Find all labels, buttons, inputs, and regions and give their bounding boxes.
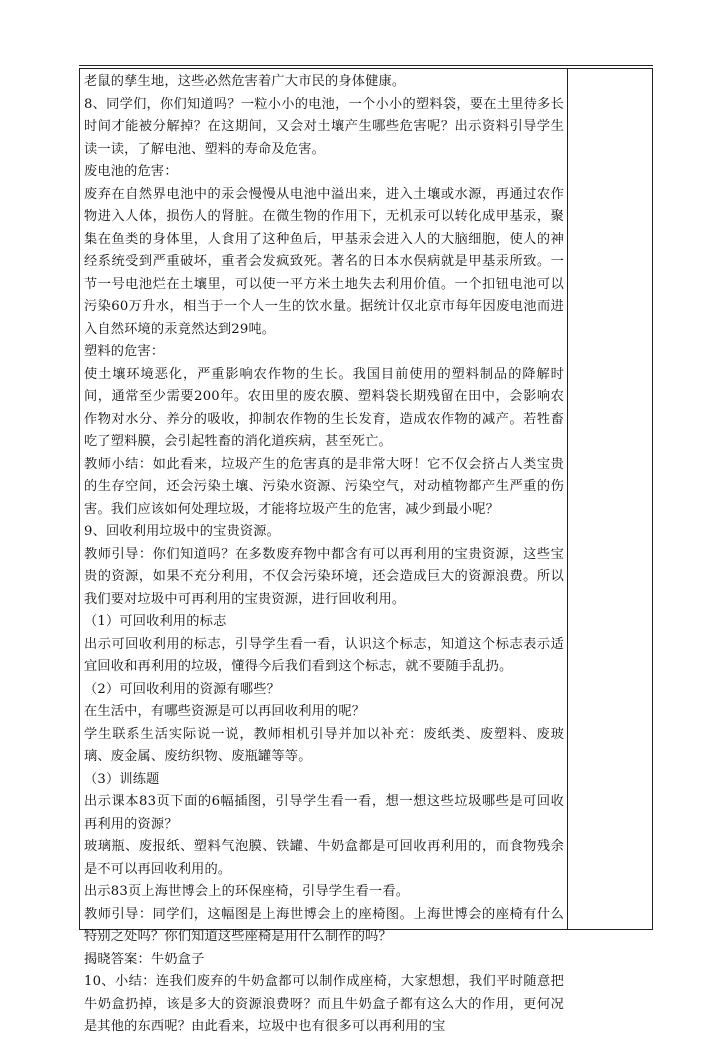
paragraph: 出示课本83页下面的6幅插图，引导学生看一看，想一想这些垃圾哪些是可回收再利用的资源？ [84,794,564,832]
paragraph: 玻璃瓶、废报纸、塑料气泡膜、铁罐、牛奶盒都是可回收再利用的，而食物残余是不可以再回收利用的。 [84,839,564,877]
paragraph: 9、回收利用垃圾中的宝贵资源。 [84,524,281,539]
paragraph: （2）可回收利用的资源有哪些？ [84,681,281,697]
paragraph: 出示83页上海世博会上的环保座椅，引导学生看一看。 [84,884,410,899]
paragraph: 学生联系生活实际说一说，教师相机引导并加以补充：废纸类、废塑料、废玻璃、废金属、废纺织物、废瓶罐等等。 [84,726,564,764]
header-rule [79,65,653,66]
paragraph: 8、同学们，你们知道吗？一粒小小的电池，一个小小的塑料袋，要在土里待多长时间才能被分解掉？在这期间，又会对土壤产生哪些危害呢？出示资料引导学生读一读，了解电池、塑料的寿命及危害。 [84,96,564,157]
paragraph: （1）可回收利用的标志 [84,614,227,629]
paragraph: 10、小结：连我们废弃的牛奶盒都可以制作成座椅，大家想想，我们平时随意把牛奶盒扔掉，该是多大的资源浪费呀？而且牛奶盒子都有这么大的作用，更何况是其他的东西呢？由此看来，垃圾中也有很多可以再利用的宝 [84,974,564,1034]
paragraph: 揭晓答案：牛奶盒子 [84,951,205,967]
lesson-table [79,68,653,1034]
notes-column-divider [567,69,568,929]
paragraph: （3）训练题 [84,771,160,787]
paragraph: 塑料的危害： [84,344,165,359]
paragraph: 废弃在自然界电池中的汞会慢慢从电池中溢出来，进入土壤或水源，再通过农作物进入人体，损伤人的肾脏。在微生物的作用下，无机汞可以转化成甲基汞，聚集在鱼类的身体里，人食用了这种鱼后，甲基汞会进入人的大脑细胞，使人的神经系统受到严重破坏，重者会发疯致死。著名的日本水俣病就是甲基汞所致。一节一号电池烂在土壤里，可以使一平方米土地失去利用价值。一个扣钮电池可以污染60万升水，相当于一个人一生的饮水量。据统计仅北京市每年因废电池而进入自然环境的汞竟然达到29吨。 [84,186,564,337]
paragraph: 老鼠的孳生地，这些必然危害着广大市民的身体健康。 [84,74,406,89]
lesson-content-cell [84,71,564,1039]
paragraph: 在生活中，有哪些资源是可以再回收利用的呢？ [84,704,366,719]
paragraph: 教师小结：如此看来，垃圾产生的危害真的是非常大呀！它不仅会挤占人类宝贵的生存空间，还会污染土壤、污染水资源、污染空气，对动植物都产生严重的伤害。我们应该如何处理垃圾，才能将垃圾产生的危害，减少到最小呢？ [84,456,564,517]
paragraph: 教师引导：同学们，这幅图是上海世博会上的座椅图。上海世博会的座椅有什么特别之处吗？你们知道这些座椅是用什么制作的吗？ [84,906,564,944]
paragraph: 废电池的危害： [84,164,178,179]
paragraph: 使土壤环境恶化，严重影响农作物的生长。我国目前使用的塑料制品的降解时间，通常至少需要200年。农田里的废农膜、塑料袋长期残留在田中，会影响农作物对水分、养分的吸收，抑制农作物的生长发育，造成农作物的减产。若牲畜吃了塑料膜，会引起牲畜的消化道疾病，甚至死亡。 [84,366,564,449]
paragraph: 教师引导：你们知道吗？在多数废弃物中都含有可以再利用的宝贵资源，这些宝贵的资源，如果不充分利用，不仅会污染环境，还会造成巨大的资源浪费。所以我们要对垃圾中可再利用的宝贵资源，进行回收利用。 [84,546,564,607]
paragraph: 出示可回收利用的标志，引导学生看一看，认识这个标志，知道这个标志表示适宜回收和再利用的垃圾，懂得今后我们看到这个标志，就不要随手乱扔。 [84,636,564,674]
